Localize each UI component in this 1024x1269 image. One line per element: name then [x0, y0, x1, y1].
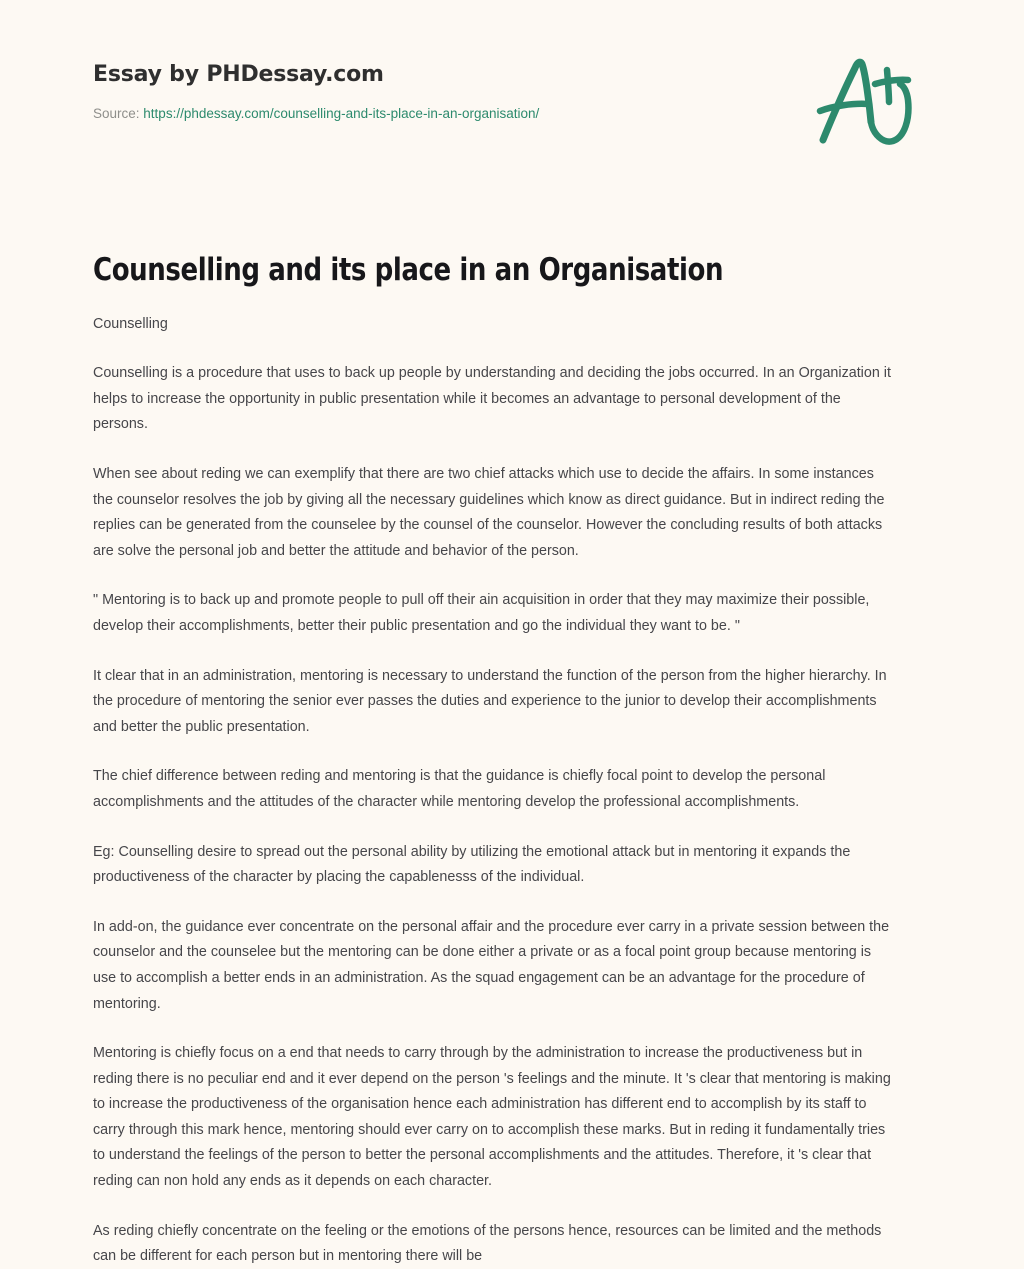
paragraph: Counselling is a procedure that uses to back up people by understanding and deciding the jobs occurred. In an Organization it helps to increase the opportunity in public presentation while it becomes an advantage to personal development of the persons.	[93, 364, 891, 433]
article-body	[93, 289, 931, 1269]
source-label: Source:	[93, 106, 140, 122]
brand-title: Essay by PHDessay.com	[93, 62, 384, 87]
paragraph: The chief difference between reding and mentoring is that the guidance is chiefly focal point to develop the personal accomplishments and the attitudes of the character while mentoring develop the professional accomplishments.	[93, 767, 826, 810]
paragraph: Eg: Counselling desire to spread out the personal ability by utilizing the emotional attack but in mentoring it expands the productiveness of the character by placing the capablenesss of the individual.	[93, 842, 851, 886]
paragraph: In add-on, the guidance ever concentrate on the personal affair and the procedure ever carry in a private session between the counselor and the counselee but the mentoring can be done either a private or as a focal point group because mentoring is use to accomplish a better ends in an administration. As the squad engagement can be an advantage for the procedure of mentoring.	[93, 917, 890, 1012]
paragraph: It clear that in an administration, mentoring is necessary to understand the function of the person from the higher hierarchy. In the procedure of mentoring the senior ever passes the duties and experience to the junior to develop their accomplishments and better the public presentation.	[93, 666, 887, 735]
source-line	[93, 105, 931, 123]
paragraph: When see about reding we can exemplify that there are two chief attacks which use to decide the affairs. In some instances the counselor resolves the job by giving all the necessary guidelines which know as direct guidance. But in indirect reding the replies can be generated from the counselee by the counsel of the counselor. However the concluding results of both attacks are solve the personal job and better the attitude and behavior of the person.	[93, 465, 885, 559]
page-header	[93, 0, 931, 180]
paragraph: As reding chiefly concentrate on the feeling or the emotions of the persons hence, resources can be limited and the methods can be different for each person but in mentoring there will be	[93, 1221, 882, 1265]
paragraph: " Mentoring is to back up and promote people to pull off their ain acquisition in order that they may maximize their possible, develop their accomplishments, better their public presentation and go the individual they want to be. "	[93, 591, 870, 634]
source-url-link[interactable]: https://phdessay.com/counselling-and-its-place-in-an-organisation/	[143, 106, 540, 122]
page-title: Counselling and its place in an Organisation	[93, 252, 724, 288]
paragraph: Counselling	[93, 314, 168, 332]
paragraph: Mentoring is chiefly focus on a end that needs to carry through by the administration to increase the productiveness but in reding there is no peculiar end and it ever depend on the person 's feelings and the minute. It 's clear that mentoring is making to increase the productiveness of the organisation hence each administration has different end to accomplish by its staff to carry through this mark hence, mentoring should ever carry on to accomplish these marks. But in reding it fundamentally tries to understand the feelings of the person to better the personal accomplishments and the attitudes. Therefore, it 's clear that reding can non hold any ends as it depends on each character.	[93, 1044, 891, 1190]
